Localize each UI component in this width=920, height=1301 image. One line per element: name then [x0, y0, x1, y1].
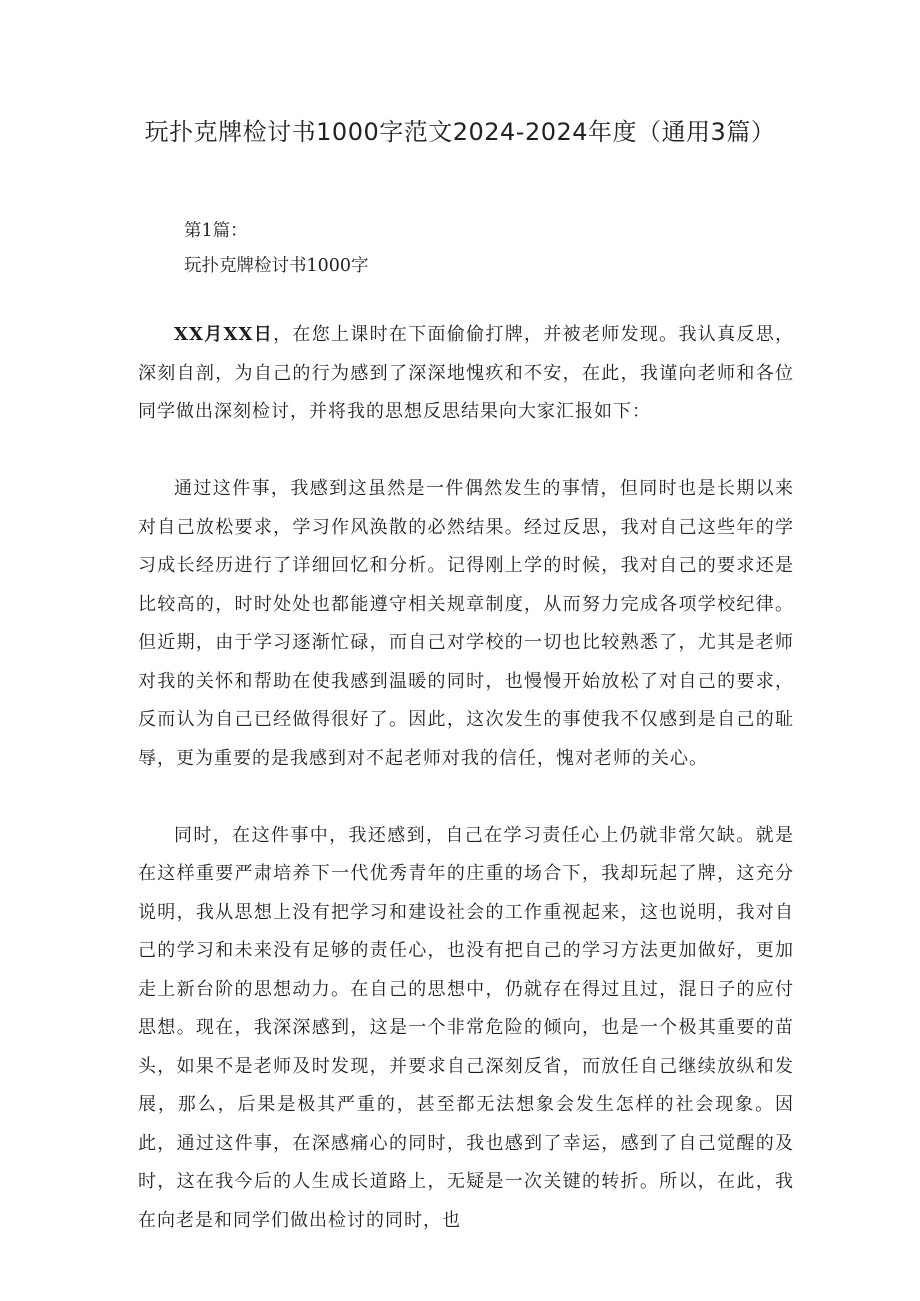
letter-date: XX月XX日: [174, 324, 274, 345]
paragraph-3: 同时，在这件事中，我还感到，自己在学习责任心上仍就非常欠缺。就是在这样重要严肃培养下一代优秀青年的庄重的场合下，我却玩起了牌，这充分说明，我从思想上没有把学习和建设社会的工作重视起来，这也说明，我对自己的学习和未来没有足够的责任心，也没有把自己的学习方法更加做好，更加走上新台阶的思想动力。在自己的思想中，仍就存在得过且过，混日子的应付思想。现在，我深深感到，这是一个非常危险的倾向，也是一个极其重要的苗头，如果不是老师及时发现，并要求自己深刻反省，而放任自己继续放纵和发展，那么，后果是极其严重的，甚至都无法想象会发生怎样的社会现象。因此，通过这件事，在深感痛心的同时，我也感到了幸运，感到了自己觉醒的及时，这在我今后的人生成长道路上，无疑是一次关键的转折。所以，在此，我在向老是和同学们做出检讨的同时，也: [138, 824, 794, 1231]
document-body: [138, 316, 794, 1279]
paragraph-1-text: ，在您上课时在下面偷偷打牌，并被老师发现。我认真反思，深刻自剖，为自己的行为感到了深深地愧疚和不安，在此，我谨向老师和各位同学做出深刻检讨，并将我的思想反思结果向大家汇报如下：: [138, 324, 794, 422]
section-label: 第1篇：: [184, 221, 248, 241]
section-heading: 玩扑克牌检讨书1000字: [184, 256, 369, 276]
paragraph-1: [138, 316, 794, 432]
paragraph-2: 通过这件事，我感到这虽然是一件偶然发生的事情，但同时也是长期以来对自己放松要求，学习作风涣散的必然结果。经过反思，我对自己这些年的学习成长经历进行了详细回忆和分析。记得刚上学的时候，我对自己的要求还是比较高的，时时处处也都能遵守相关规章制度，从而努力完成各项学校纪律。但近期，由于学习逐渐忙碌，而自己对学校的一切也比较熟悉了，尤其是老师对我的关怀和帮助在使我感到温暖的同时，也慢慢开始放松了对自己的要求，反而认为自己已经做得很好了。因此，这次发生的事使我不仅感到是自己的耻辱，更为重要的是我感到对不起老师对我的信任，愧对老师的关心。: [138, 478, 794, 769]
document-title: 玩扑克牌检讨书1000字范文2024-2024年度（通用3篇）: [144, 118, 776, 146]
